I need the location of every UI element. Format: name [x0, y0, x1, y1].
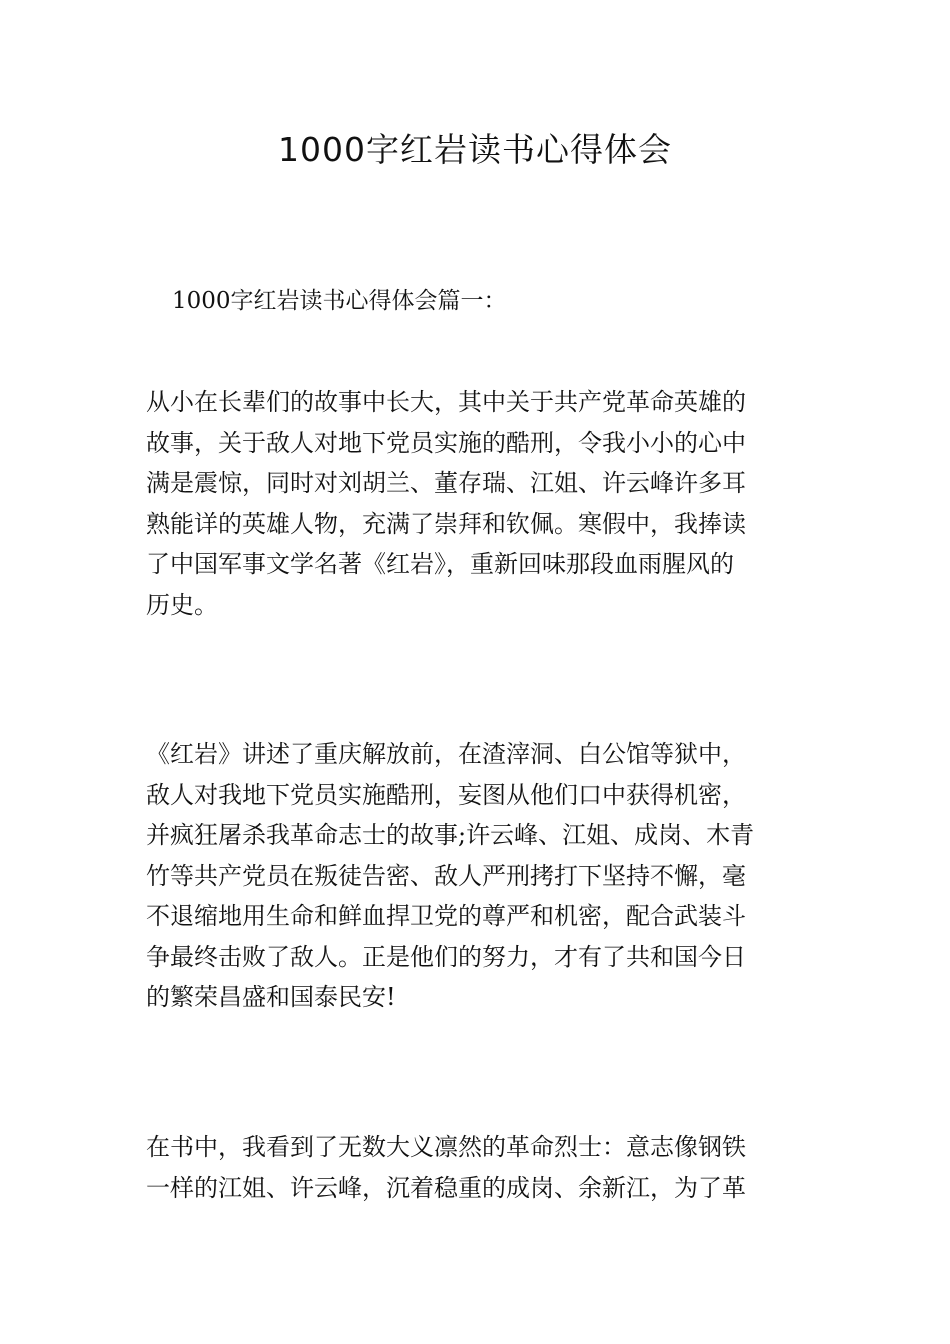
paragraph-line: 了中国军事文学名著《红岩》，重新回味那段血雨腥风的 — [146, 550, 734, 578]
paragraph-line: 熟能详的英雄人物，充满了崇拜和钦佩。寒假中，我捧读 — [146, 509, 746, 538]
paragraph-line: 竹等共产党员在叛徒告密、敌人严刑拷打下坚持不懈，毫 — [146, 861, 746, 890]
paragraph-line: 从小在长辈们的故事中长大，其中关于共产党革命英雄的 — [146, 388, 746, 416]
paragraph-2 — [146, 734, 816, 1018]
paragraph-3 — [146, 1127, 816, 1208]
paragraph-line: 《红岩》讲述了重庆解放前，在渣滓洞、白公馆等狱中， — [146, 740, 746, 768]
paragraph-line: 一样的江姐、许云峰，沉着稳重的成岗、余新江，为了革 — [146, 1173, 746, 1202]
paragraph-line: 历史。 — [146, 590, 218, 619]
paragraph-line: 满是震惊，同时对刘胡兰、董存瑞、江姐、许云峰许多耳 — [146, 469, 746, 497]
paragraph-1 — [146, 382, 816, 625]
paragraph-line: 不退缩地用生命和鲜血捍卫党的尊严和机密，配合武装斗 — [146, 902, 746, 930]
paragraph-line: 并疯狂屠杀我革命志士的故事;许云峰、江姐、成岗、木青 — [146, 821, 755, 849]
paragraph-line: 故事，关于敌人对地下党员实施的酷刑，令我小小的心中 — [146, 428, 746, 457]
section-heading: 1000字红岩读书心得体会篇一： — [172, 288, 507, 314]
paragraph-line: 争最终击败了敌人。正是他们的努力，才有了共和国今日 — [146, 942, 746, 971]
paragraph-line: 敌人对我地下党员实施酷刑，妄图从他们口中获得机密， — [146, 780, 746, 809]
paragraph-line: 的繁荣昌盛和国泰民安! — [146, 983, 396, 1011]
document-title: 1000字红岩读书心得体会 — [278, 130, 672, 169]
paragraph-line: 在书中，我看到了无数大义凛然的革命烈士：意志像钢铁 — [146, 1133, 746, 1161]
